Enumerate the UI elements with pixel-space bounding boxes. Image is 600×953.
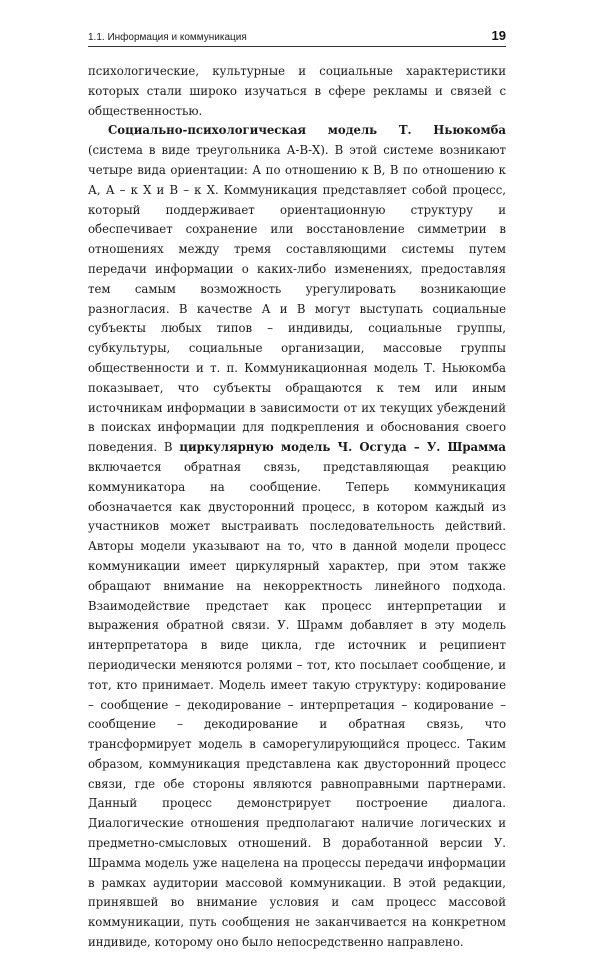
section-title: 1.1. Информация и коммуникация [88,32,247,43]
body-text [88,62,506,953]
paragraph-2-text-b: включается обратная связь, представляющая реакцию коммуникатора на сообщение. Теперь коммуникация обозначается как двусторонний процесс, в котором каждый из участников может выстраивать последовательность действий. Авторы модели указывают на то, что в данной модели процесс коммуникации имеет циркулярный характер, при этом также обращают внимание на некорректность линейного подхода. Взаимодействие предстает как процесс интерпретации и выражения обратной связи. У. Шрамм добавляет в эту модель интерпретатора в виде цикла, где источник и реципиент периодически меняются ролями – тот, кто посылает сообщение, и тот, кто принимает. Модель имеет такую структуру: кодирование – сообщение – декодирование – интерпретация – кодирование – сообщение – декодирование и обратная связь, что трансформирует модель в саморегулирующийся процесс. Таким образом, коммуникация представлена как двусторонний процесс связи, где обе стороны являются равноправными партнерами. Данный процесс демонстрирует построение диалога. Диалогические отношения предполагают наличие логических и предметно-смысловых отношений. В доработанной версии У. Шрамма модель уже нацелена на процессы передачи информации в рамках аудитории массовой коммуникации. В этой редакции, принявшей во внимание условия и сам процесс массовой коммуникации, путь сообщения не заканчивается на конкретном индивиде, которому оно было непосредственно направлено. [88,459,506,950]
page-number: 19 [491,28,506,43]
term-osgood-schramm-model: циркулярную модель Ч. Осгуда – У. Шрамма [179,440,506,455]
paragraph-2 [88,121,506,952]
paragraph-2-text-a: (система в виде треугольника А-В-Х). В этой системе возникают четыре вида ориентации: А по отношению к В, В по отношению к А, А – к Х и В – к Х. Коммуникация представляет собой процесс, который поддерживает ориентационную структуру и обеспечивает сохранение или восстановление симметрии в отношениях между тремя составляющими системы путем передачи информации о каких-либо изменениях, предоставляя тем самым возможность урегулировать возникающие разногласия. В качестве А и В могут выступать социальные субъекты любых типов – индивиды, социальные группы, субкультуры, социальные организации, массовые группы общественности и т. п. Коммуникационная модель Т. Ньюкомба показывает, что субъекты обращаются к тем или иным источникам информации в зависимости от их текущих убеждений в поисках информации для подкрепления и обоснования своего поведения. В [88,143,506,455]
paragraph-1: психологические, культурные и социальные характеристики которых стали широко изучаться в сфере рекламы и связей с общественностью. [88,64,506,118]
term-newcomb-model: Социально-психологическая модель Т. Ньюкомба [108,123,506,138]
running-header [88,28,506,47]
